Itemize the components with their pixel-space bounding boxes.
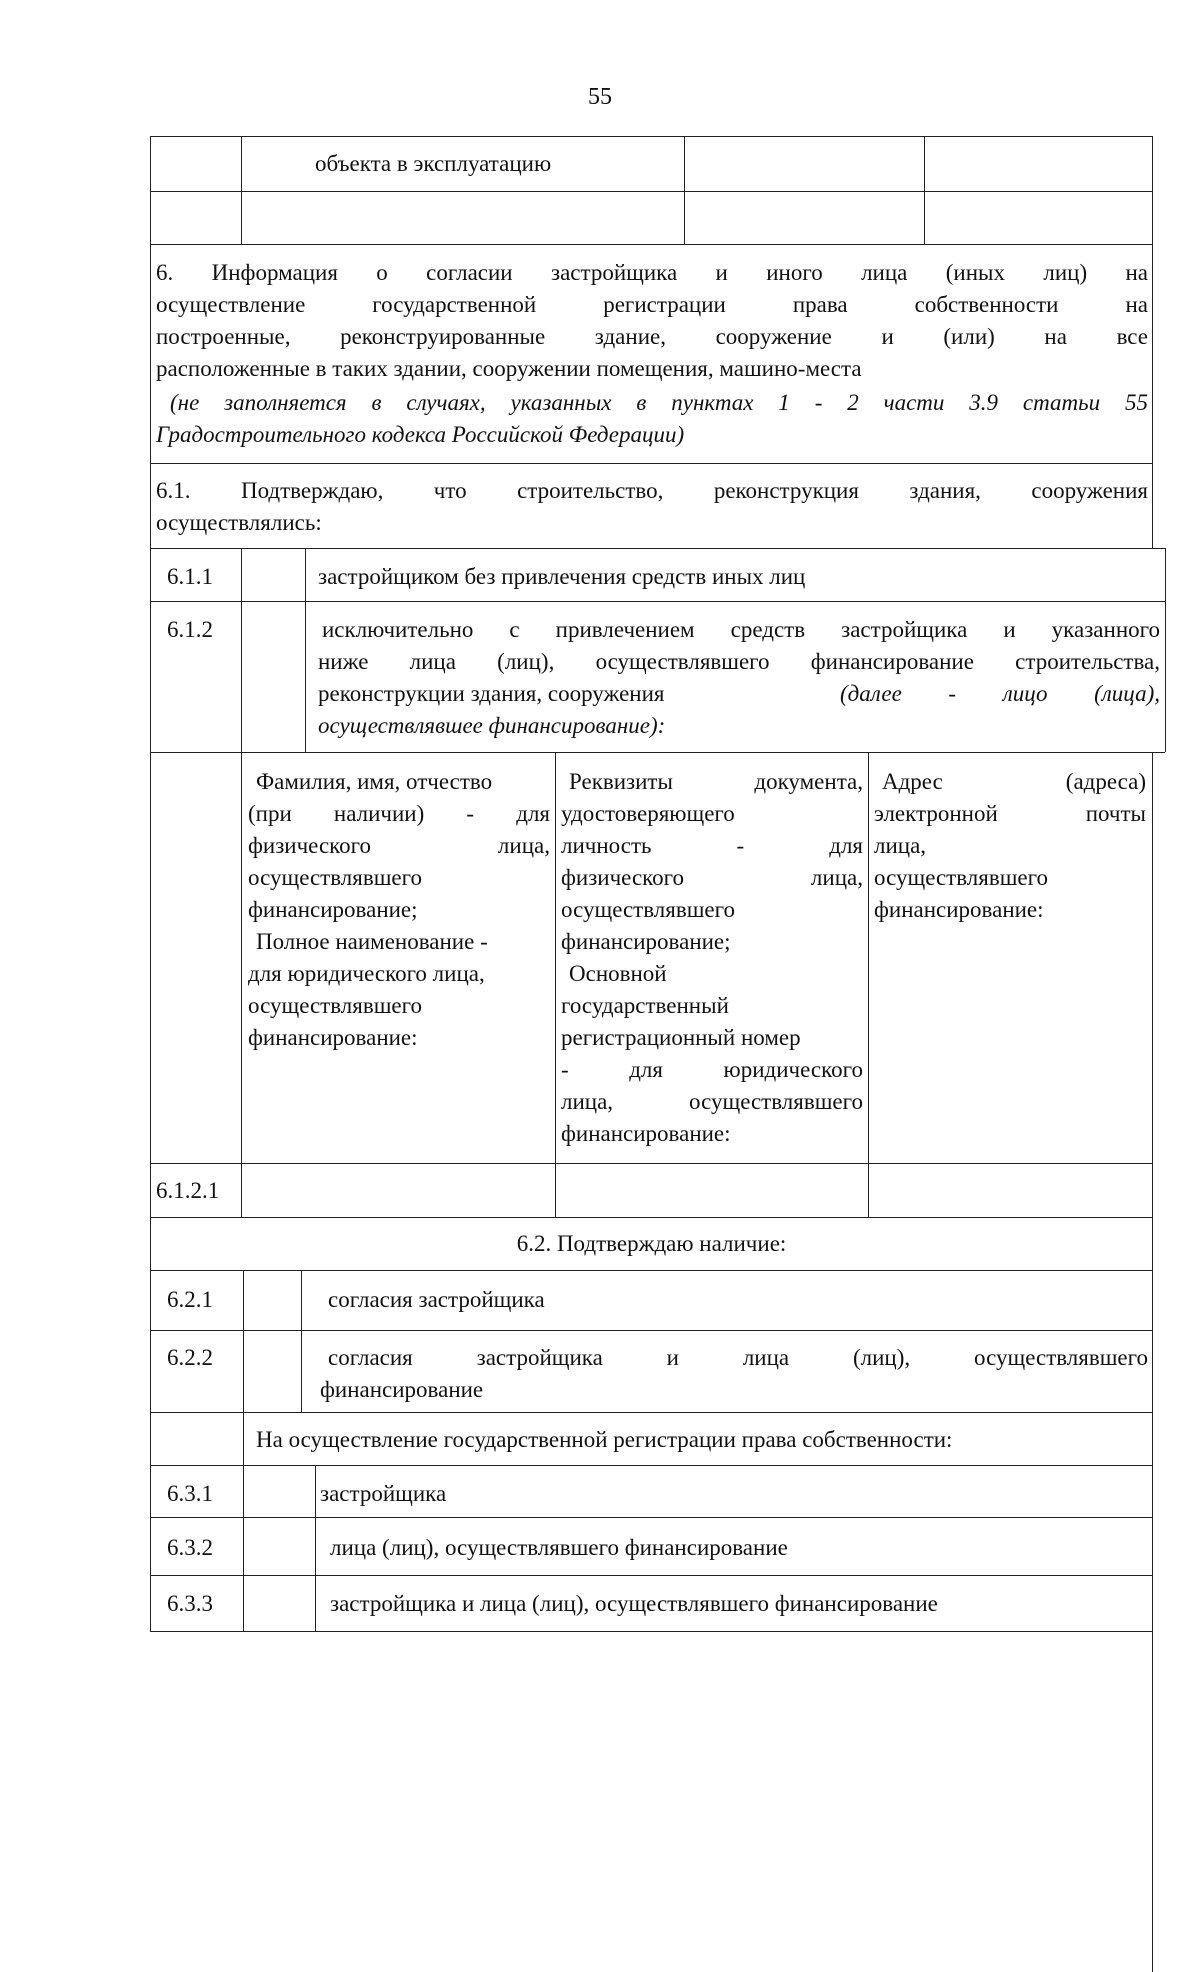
row-6-3-1-text: застройщика [320, 1481, 447, 1506]
header-line: осуществлявшего [874, 865, 1048, 890]
header-line: финансирование; [561, 929, 731, 954]
header-line: Полное наименование - [256, 929, 488, 954]
header-line: физического лица, [248, 833, 550, 858]
header-line: финансирование: [561, 1121, 731, 1146]
section-6-note: Градостроительного кодекса Российской Федерации) [156, 422, 685, 447]
header-line: (при наличии) - для [248, 801, 550, 826]
header-line: государственный [561, 993, 729, 1018]
row-number: 6.3.3 [167, 1591, 213, 1616]
checkbox-cell-6-3-3[interactable] [245, 1577, 314, 1630]
financier-email-cell[interactable] [870, 1165, 1151, 1216]
header-line: удостоверяющего [561, 801, 735, 826]
header-line: - для юридического [561, 1057, 863, 1082]
section-6-3-title: На осуществление государственной регистрации права собственности: [256, 1427, 953, 1452]
row-6-2-2-line: согласия застройщика и лица (лиц), осуществлявшего [328, 1345, 1148, 1370]
header-line: Реквизиты документа, [569, 769, 863, 794]
section-6-2-title: 6.2. Подтверждаю наличие: [516, 1231, 787, 1256]
row-number: 6.3.2 [167, 1535, 213, 1560]
row-6-1-2-line: реконструкции здания, сооружения [318, 681, 665, 706]
row-number: 6.2.2 [167, 1345, 213, 1370]
row-number: 6.1.2.1 [156, 1178, 220, 1203]
header-line: осуществлявшего [248, 993, 422, 1018]
section-6-1-line: осуществлялись: [156, 510, 322, 535]
section-6-line: построенные, реконструированные здание, сооружение и (или) на все [156, 324, 1148, 349]
section-6-1-line: 6.1. Подтверждаю, что строительство, реконструкция здания, сооружения [156, 478, 1148, 503]
section-6-line: 6. Информация о согласии застройщика и иного лица (иных лиц) на [156, 260, 1148, 285]
header-line: лица, осуществлявшего [561, 1089, 863, 1114]
header-line: Фамилия, имя, отчество [256, 769, 493, 794]
row-6-1-1-text: застройщиком без привлечения средств иных лиц [318, 564, 806, 589]
page-number: 55 [588, 84, 612, 110]
checkbox-cell-6-3-2[interactable] [245, 1519, 314, 1574]
row-6-1-2-italic: осуществлявшее финансирование): [318, 713, 666, 738]
row-6-1-2-line: исключительно с привлечением средств застройщика и указанного [322, 617, 1160, 642]
row-6-3-3-text: застройщика и лица (лиц), осуществлявшего финансирование [330, 1591, 938, 1616]
header-line: осуществлявшего [248, 865, 422, 890]
header-line: регистрационный номер [561, 1025, 801, 1050]
checkbox-cell-6-1-2[interactable] [243, 603, 304, 751]
header-line: физического лица, [561, 865, 863, 890]
row-number: 6.3.1 [167, 1481, 213, 1506]
section-6-note: (не заполняется в случаях, указанных в пунктах 1 - 2 части 3.9 статьи 55 [170, 390, 1148, 415]
header-line: Адрес (адреса) [882, 769, 1146, 794]
row-6-2-2-line: финансирование [320, 1377, 484, 1402]
checkbox-cell-6-2-2[interactable] [245, 1332, 300, 1411]
row-number: 6.2.1 [167, 1287, 213, 1312]
checkbox-cell-6-1-1[interactable] [243, 550, 304, 600]
section-6-line: осуществление государственной регистрации права собственности на [156, 292, 1148, 317]
financier-name-cell[interactable] [243, 1165, 554, 1216]
row-number: 6.1.1 [167, 564, 213, 589]
row-number: 6.1.2 [167, 617, 213, 642]
header-line: электронной почты [874, 801, 1146, 826]
header-line: лица, [874, 833, 927, 858]
row-6-1-2-italic: (далее - лицо (лица), [840, 681, 1160, 706]
header-line: финансирование: [874, 897, 1044, 922]
checkbox-cell-6-3-1[interactable] [245, 1467, 314, 1516]
section-6-line: расположенные в таких здании, сооружении помещения, машино-места [156, 356, 862, 381]
row-6-2-1-text: согласия застройщика [328, 1287, 545, 1312]
row-object-commissioning: объекта в эксплуатацию [315, 151, 552, 176]
header-line: для юридического лица, [248, 961, 485, 986]
header-line: личность - для [561, 833, 863, 858]
checkbox-cell-6-2-1[interactable] [245, 1272, 300, 1329]
header-line: Основной [569, 961, 667, 986]
financier-document-cell[interactable] [557, 1165, 867, 1216]
header-line: финансирование: [248, 1025, 418, 1050]
header-line: осуществлявшего [561, 897, 735, 922]
header-line: финансирование; [248, 897, 418, 922]
row-6-3-2-text: лица (лиц), осуществлявшего финансирование [330, 1535, 788, 1560]
row-6-1-2-line: ниже лица (лиц), осуществлявшего финансирование строительства, [318, 649, 1160, 674]
